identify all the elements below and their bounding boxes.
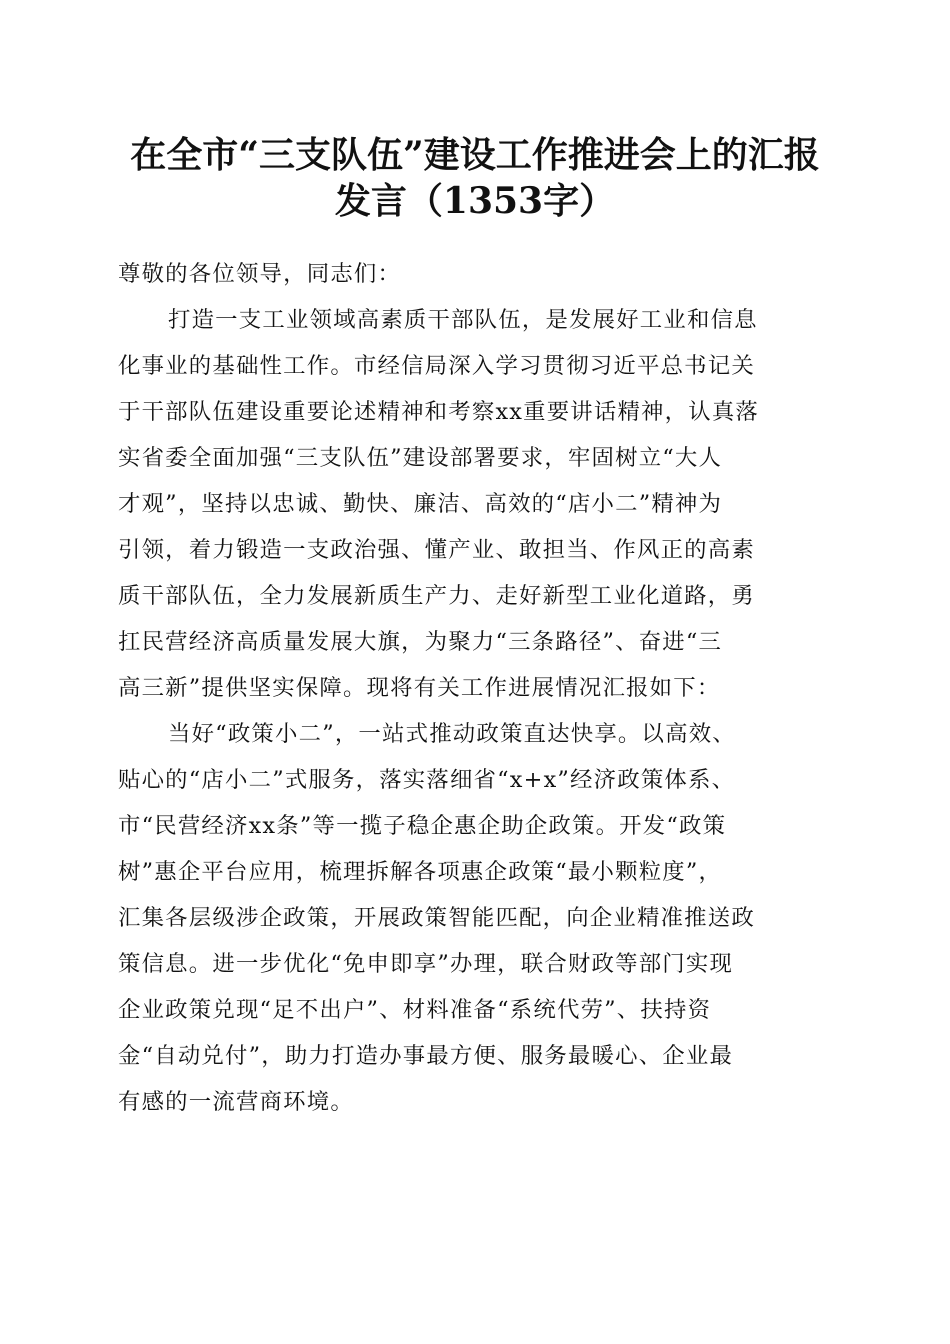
paragraph-line: 市“民营经济xx条”等一揽子稳企惠企助企政策。开发“政策 <box>118 813 727 839</box>
paragraph-line: 才观”，坚持以忠诚、勤快、廉洁、高效的“店小二”精神为 <box>118 491 723 517</box>
title-line-1: 在全市“三支队伍”建设工作推进会上的汇报 <box>130 134 820 176</box>
paragraph-line: 当好“政策小二”，一站式推动政策直达快享。以高效、 <box>168 721 736 747</box>
paragraph-1 <box>118 297 830 711</box>
paragraph-line: 树”惠企平台应用，梳理拆解各项惠企政策“最小颗粒度”， <box>118 859 723 885</box>
paragraph-line: 引领，着力锻造一支政治强、懂产业、敢担当、作风正的高素 <box>118 537 755 563</box>
paragraph-2 <box>118 711 830 1125</box>
document-body <box>118 251 830 1125</box>
paragraph-line: 扛民营经济高质量发展大旗，为聚力“三条路径”、奋进“三 <box>118 629 723 655</box>
paragraph-line: 金“自动兑付”，助力打造办事最方便、服务最暖心、企业最 <box>118 1043 734 1069</box>
paragraph-line: 汇集各层级涉企政策，开展政策智能匹配，向企业精准推送政 <box>118 905 755 931</box>
paragraph-line: 策信息。进一步优化“免申即享”办理，联合财政等部门实现 <box>118 951 734 977</box>
salutation: 尊敬的各位领导，同志们： <box>118 261 402 287</box>
paragraph-line: 质干部队伍，全力发展新质生产力、走好新型工业化道路，勇 <box>118 583 755 609</box>
paragraph-line: 高三新”提供坚实保障。现将有关工作进展情况汇报如下： <box>118 675 721 701</box>
paragraph-line: 贴心的“店小二”式服务，落实落细省“x+x”经济政策体系、 <box>118 767 736 793</box>
title-line-2: 发言（1353字） <box>334 180 616 222</box>
paragraph-line: 于干部队伍建设重要论述精神和考察xx重要讲话精神，认真落 <box>118 399 760 425</box>
paragraph-line: 有感的一流营商环境。 <box>118 1089 354 1115</box>
paragraph-line: 打造一支工业领域高素质干部队伍，是发展好工业和信息 <box>168 307 758 333</box>
document-title <box>100 132 850 224</box>
paragraph-line: 化事业的基础性工作。市经信局深入学习贯彻习近平总书记关 <box>118 353 755 379</box>
paragraph-line: 实省委全面加强“三支队伍”建设部署要求，牢固树立“大人 <box>118 445 723 471</box>
paragraph-line: 企业政策兑现“足不出户”、材料准备“系统代劳”、扶持资 <box>118 997 712 1023</box>
